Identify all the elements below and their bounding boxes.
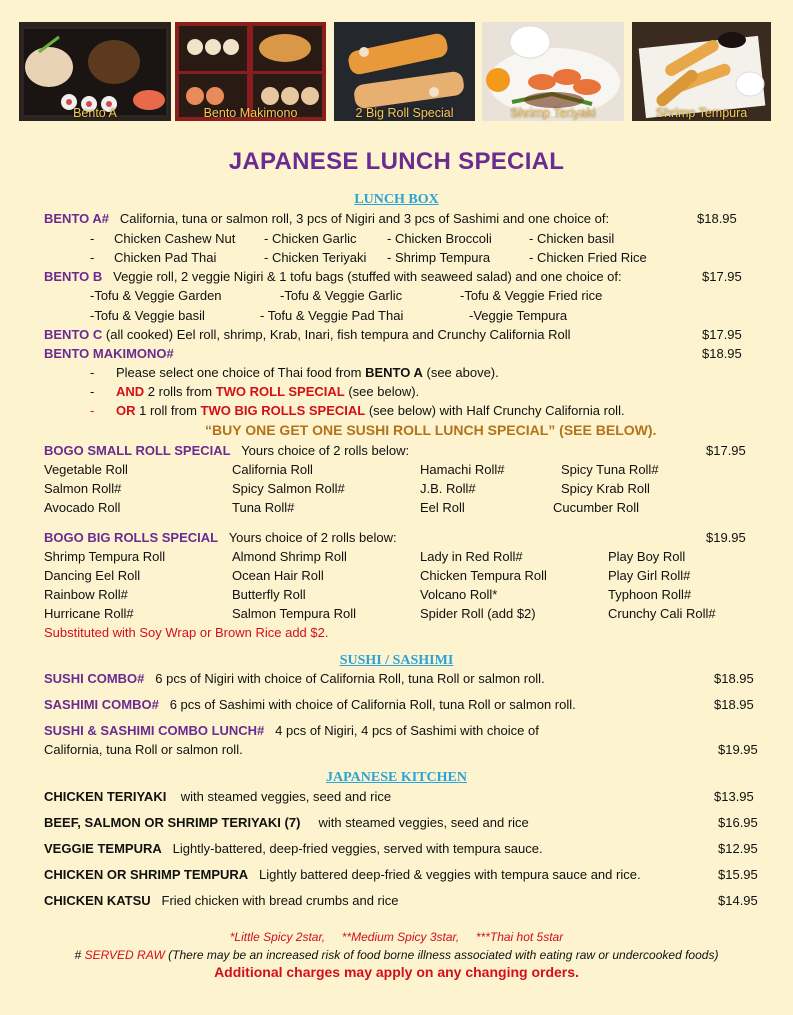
roll-item: Lady in Red Roll# (420, 549, 523, 564)
bogo-small-price: $17.95 (706, 443, 746, 458)
bento-a-option: Chicken Pad Thai (114, 250, 217, 265)
text: (see above). (422, 365, 499, 380)
roll-item: Hurricane Roll# (44, 606, 134, 621)
spicy-legend: *Little Spicy 2star, **Medium Spicy 3star, ***Thai hot 5star (229, 930, 564, 944)
bogo-small-desc: Yours choice of 2 rolls below: (241, 443, 410, 458)
roll-item: Spider Roll (add $2) (420, 606, 536, 621)
item-desc: with steamed veggies, seed and rice (318, 815, 529, 830)
text: BENTO A (365, 365, 423, 380)
roll-item: Salmon Roll# (44, 481, 122, 496)
photo-caption: 2 Big Roll Special (355, 106, 454, 120)
kitchen-item (44, 893, 399, 908)
raw-warning (0, 948, 793, 962)
text: TWO BIG ROLLS SPECIAL (200, 403, 366, 418)
item-desc: 6 pcs of Nigiri with choice of California Roll, tuna Roll or salmon roll. (155, 671, 545, 686)
roll-item: Ocean Hair Roll (232, 568, 324, 583)
bento-c-name: BENTO C (44, 327, 103, 342)
item-price: $18.95 (714, 671, 754, 686)
text: TWO ROLL SPECIAL (215, 384, 345, 399)
roll-item: Dancing Eel Roll (44, 568, 141, 583)
item-desc: 4 pcs of Nigiri, 4 pcs of Sashimi with choice of (275, 723, 539, 738)
roll-item: Cucumber Roll (553, 500, 639, 515)
bento-b-option: -Tofu & Veggie Garden (90, 288, 222, 303)
bento-b-option: -Tofu & Veggie Fried rice (460, 288, 603, 303)
roll-item: Play Boy Roll (608, 549, 686, 564)
bogo-big-name: BOGO BIG ROLLS SPECIAL (44, 530, 219, 545)
roll-item: Vegetable Roll (44, 462, 128, 477)
page-title: JAPANESE LUNCH SPECIAL (228, 148, 565, 175)
kitchen-item (44, 841, 543, 856)
text: 1 roll from (135, 403, 201, 418)
text: (There may be an increased risk of food borne illness associated with eating raw or undercooked foods) (164, 948, 719, 962)
bento-b-line (44, 269, 622, 284)
photo-bento-makimono (175, 22, 326, 121)
bento-a-name: BENTO A# (44, 211, 110, 226)
item-price: $14.95 (718, 893, 758, 908)
item-desc: Lightly battered deep-fried & veggies with tempura sauce and rice. (259, 867, 641, 882)
item-desc: Lightly-battered, deep-fried veggies, served with tempura sauce. (172, 841, 543, 856)
bento-b-price: $17.95 (702, 269, 742, 284)
bento-b-option: - Tofu & Veggie Pad Thai (260, 308, 404, 323)
bento-a-option: - Shrimp Tempura (387, 250, 491, 265)
bento-a-desc: California, tuna or salmon roll, 3 pcs of Nigiri and 3 pcs of Sashimi and one choice of: (119, 211, 610, 226)
bento-c-price: $17.95 (702, 327, 742, 342)
bogo-big-price: $19.95 (706, 530, 746, 545)
photo-bento-a (19, 22, 171, 121)
bento-c-desc: (all cooked) Eel roll, shrimp, Krab, Inari, fish tempura and Crunchy California Roll (105, 327, 571, 342)
bento-b-name: BENTO B (44, 269, 103, 284)
bento-a-option: - Chicken Broccoli (387, 231, 492, 246)
roll-item: Salmon Tempura Roll (232, 606, 357, 621)
bento-makimono-price: $18.95 (702, 346, 742, 361)
item-name: CHICKEN TERIYAKI (44, 789, 167, 804)
roll-item: Chicken Tempura Roll (420, 568, 547, 583)
roll-item: Butterfly Roll (232, 587, 306, 602)
item-price: $16.95 (718, 815, 758, 830)
section-heading-lunch-box: LUNCH BOX (354, 192, 439, 207)
bento-b-desc: Veggie roll, 2 veggie Nigiri & 1 tofu bags (stuffed with seaweed salad) and one choice of: (113, 269, 622, 284)
item-price: $15.95 (718, 867, 758, 882)
item-name: SUSHI & SASHIMI COMBO LUNCH# (44, 723, 265, 738)
text: Please select one choice of Thai food from (116, 365, 366, 380)
roll-item: California Roll (232, 462, 313, 477)
bogo-small-name: BOGO SMALL ROLL SPECIAL (44, 443, 231, 458)
roll-item: J.B. Roll# (420, 481, 476, 496)
text: OR (116, 403, 136, 418)
text: SERVED RAW (84, 948, 165, 962)
bento-a-price: $18.95 (697, 211, 737, 226)
text: 2 rolls from (144, 384, 216, 399)
bento-c-line (44, 327, 570, 342)
bento-a-option: - Chicken Fried Rice (529, 250, 647, 265)
sushi-sashimi-combo-line (44, 723, 539, 738)
roll-item: Rainbow Roll# (44, 587, 128, 602)
roll-item: Eel Roll (420, 500, 465, 515)
item-desc: California, tuna Roll or salmon roll. (44, 742, 243, 757)
bento-makimono-name: BENTO MAKIMONO# (44, 346, 174, 361)
roll-item: Typhoon Roll# (608, 587, 692, 602)
text: (see below) with Half Crunchy California roll. (365, 403, 625, 418)
bento-a-option: - Chicken Garlic (264, 231, 357, 246)
item-desc: with steamed veggies, seed and rice (180, 789, 392, 804)
photo-caption: Shrimp Teriyaki (510, 106, 596, 120)
item-name: CHICKEN KATSU (44, 893, 151, 908)
item-price: $18.95 (714, 697, 754, 712)
bento-b-option: -Veggie Tempura (469, 308, 568, 323)
makimono-line-3: - OR 1 roll from TWO BIG ROLLS SPECIAL (see below) with Half Crunchy California roll. (90, 403, 625, 418)
bogo-big-line (44, 530, 397, 545)
additional-charges-note: Additional charges may apply on any changing orders. (214, 964, 579, 980)
sushi-combo-line (44, 671, 545, 686)
roll-item: Volcano Roll* (420, 587, 498, 602)
item-price: $19.95 (718, 742, 758, 757)
text: # (74, 948, 85, 962)
bento-a-line (44, 211, 609, 226)
photo-strip (19, 22, 771, 121)
bogo-big-desc: Yours choice of 2 rolls below: (228, 530, 397, 545)
text: AND (116, 384, 145, 399)
section-heading-sushi-sashimi: SUSHI / SASHIMI (339, 653, 454, 668)
photo-caption: Shrimp Tempura (655, 106, 748, 120)
bento-a-option: Chicken Cashew Nut (114, 231, 236, 246)
kitchen-item (44, 867, 641, 882)
item-name: CHICKEN OR SHRIMP TEMPURA (44, 867, 249, 882)
photo-caption: Bento A (73, 106, 117, 120)
roll-item: Tuna Roll# (232, 500, 295, 515)
item-name: VEGGIE TEMPURA (44, 841, 162, 856)
item-name: SUSHI COMBO# (44, 671, 145, 686)
roll-item: Spicy Salmon Roll# (232, 481, 345, 496)
roll-item: Play Girl Roll# (608, 568, 691, 583)
photo-caption: Bento Makimono (203, 106, 298, 120)
photo-shrimp-teriyaki (482, 22, 624, 121)
section-heading-japanese-kitchen: JAPANESE KITCHEN (326, 770, 467, 785)
bogo-banner: “BUY ONE GET ONE SUSHI ROLL LUNCH SPECIAL” (SEE BELOW). (205, 422, 657, 438)
item-price: $12.95 (718, 841, 758, 856)
sashimi-combo-line (44, 697, 576, 712)
item-desc: Fried chicken with bread crumbs and rice (161, 893, 399, 908)
item-price: $13.95 (714, 789, 754, 804)
bento-b-option: -Tofu & Veggie basil (90, 308, 205, 323)
roll-item: Spicy Tuna Roll# (561, 462, 659, 477)
option-bullet: - (90, 231, 95, 246)
makimono-line-1: - Please select one choice of Thai food from BENTO A (see above). (90, 365, 499, 380)
roll-item: Almond Shrimp Roll (232, 549, 347, 564)
bogo-small-line (44, 443, 409, 458)
option-bullet: - (90, 250, 95, 265)
bento-a-option: - Chicken basil (529, 231, 615, 246)
item-name: BEEF, SALMON OR SHRIMP TERIYAKI (7) (44, 815, 301, 830)
roll-item: Avocado Roll (44, 500, 121, 515)
roll-item: Spicy Krab Roll (561, 481, 650, 496)
substitution-note: Substituted with Soy Wrap or Brown Rice add $2. (44, 625, 329, 640)
bento-a-option: - Chicken Teriyaki (264, 250, 367, 265)
text: (see below). (344, 384, 420, 399)
item-desc: 6 pcs of Sashimi with choice of California Roll, tuna Roll or salmon roll. (169, 697, 576, 712)
roll-item: Shrimp Tempura Roll (44, 549, 166, 564)
roll-item: Hamachi Roll# (420, 462, 505, 477)
kitchen-item (44, 815, 529, 830)
roll-item: Crunchy Cali Roll# (608, 606, 716, 621)
item-name: SASHIMI COMBO# (44, 697, 159, 712)
makimono-line-2: - AND 2 rolls from TWO ROLL SPECIAL (see below). (90, 384, 420, 399)
photo-shrimp-tempura (632, 22, 771, 121)
bento-b-option: -Tofu & Veggie Garlic (280, 288, 403, 303)
kitchen-item (44, 789, 391, 804)
photo-2-big-roll-special (334, 22, 475, 121)
